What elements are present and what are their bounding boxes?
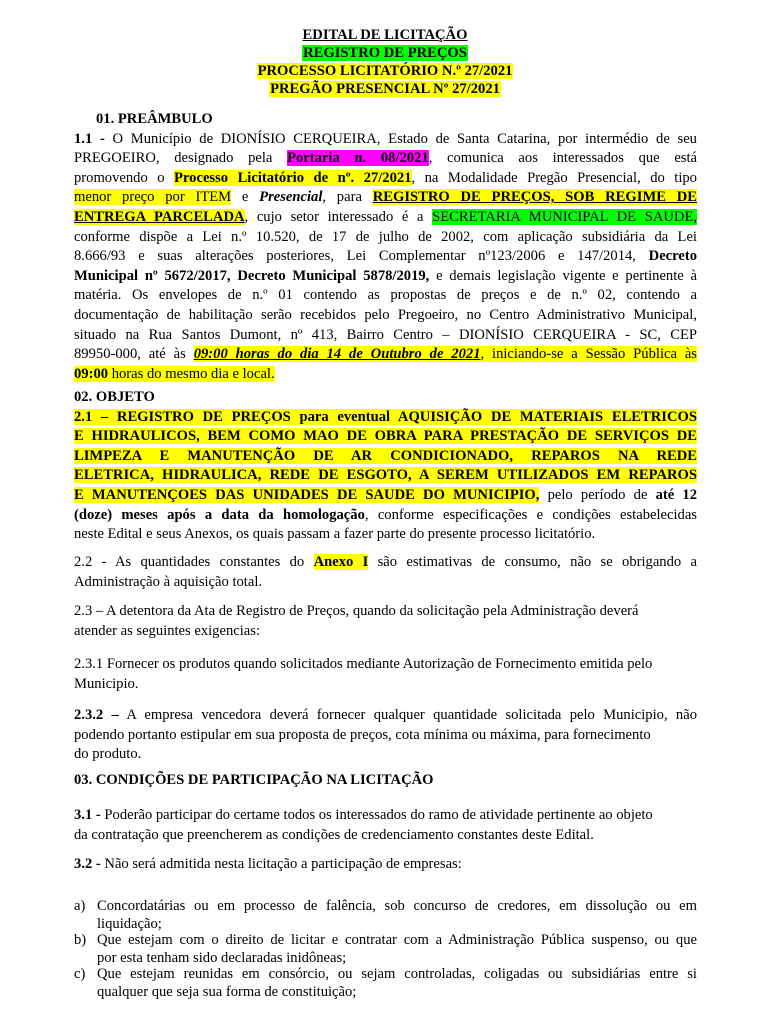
s01-line3: promovendo o Processo Licitatório de nº. 27/2021, na Modalidade Pregão Presencial, do tipo xyxy=(74,169,697,186)
s02-line4: ELETRICA, HIDRAULICA, REDE DE ESGOTO, A SEREM UTILIZADOS EM REPAROS xyxy=(74,467,697,484)
pregao-text: PREGÃO PRESENCIAL Nº 27/2021 xyxy=(270,81,500,97)
section-03-title: 03. CONDIÇÕES DE PARTICIPAÇÃO NA LICITAÇÃO xyxy=(74,772,434,788)
doc-title xyxy=(0,26,770,44)
doc-subtitle-pregao xyxy=(0,80,770,98)
document-page: EDITAL DE LICITAÇÃO REGISTRO DE PREÇOS PROCESSO LICITATÓRIO N.º 27/2021 PREGÃO PRESENCIAL Nº 27/2021 01. PREÂMBULO 1.1 - O Município de DIONÍSIO CERQUEIRA, Estado de Santa Catarina, por intermédio de seu PREGOEIRO, designado pela Portaria n. 08/2021, comunica aos interessados que está promovendo o Processo Licitatório de nº. 27/2021, na Modalidade Pregão Presencial, do tipo menor preço por ITEM e Presencial, para REGISTRO DE PREÇOS, SOB REGIME DE ENTREGA PARCELADA, cujo setor interessado é a SECRETARIA MUNICIPAL DE SAUDE, conforme dispõe a Lei n.º 10.520, de 17 de julho de 2002, com aplicação subsidiária da Lei 8.666/93 e suas alterações posteriores, Lei Complementar nº123/2006 e 147/2014, Decreto Municipal nº 5672/2017, Decreto Municipal 5878/2019, e demais legislação vigente e pertinente à matéria. Os envelopes de n.º 01 contendo as propostas de preços e de n.º 02, contendo a documentação de habilitação serão recebidos pelo Pregoeiro, no Centro Administrativo Municipal, situado na Rua Santos Dumont, nº 413, Bairro Centro – DIONÍSIO CERQUEIRA - SC, CEP 89950-000, até às 09:00 horas do dia 14 de Outubro de 2021, iniciando-se a Sessão Pública às 09:00 horas do mesmo dia e local. 02. OBJETO 2.1 – REGISTRO DE PREÇOS para eventual AQUISIÇÃO DE MATERIAIS ELETRICOS E HIDRAULICOS, BEM COMO MAO DE OBRA PARA PRESTAÇÃO DE SERVIÇOS DE LIMPEZA E MANUTENÇÃO DE AR CONDICIONADO, REPAROS NA REDE ELETRICA, HIDRAULICA, REDE DE ESGOTO, A SEREM UTILIZADOS EM REPAROS E MANUTENÇOES DAS UNIDADES DE SAUDE DO MUNICIPIO, pelo período de até 12 (doze) meses após a data da homologação, conforme especificações e condições estabelecidas neste Edital e seus Anexos, os quais passam a fazer parte do presente processo licitatório. 2.2 - As quantidades constantes do Anexo I são estimativas de consumo, não se obrigando a Administração à aquisição total. 2.3 – A detentora da Ata de Registro de Preços, quando da solicitação pela Administração deverá atender as seguintes exigencias: 2.3.1 Fornecer os produtos quando solicitados mediante Autorização de Fornecimento emitida pelo Municipio. 2.3.2 – A empresa vencedora deverá fornecer qualquer quantidade solicitada pelo Municipio, não podendo portanto estipular em sua proposta de preços, cota mínima ou máxima, para fornecimento do produto. 03. CONDIÇÕES DE PARTICIPAÇÃO NA LICITAÇÃO 3.1 - Poderão participar do certame todos os interessados do ramo de atividade pertinente ao objeto da contratação que preencherem as condições de credenciamento constantes deste Edital. 3.2 - Não será admitida nesta licitação a participação de empresas: a) Concordatárias ou em processo de falência, sob concurso de credores, em dissolução ou em liquidação; b) Que estejam com o direito de licitar e contratar com a Administração Pública suspenso, ou que por esta tenham sido declaradas inidôneas; c) Que estejam reunidas em consórcio, ou sejam controladas, coligadas ou subsidiárias entre si qualquer que seja sua forma de constituição; xyxy=(0,0,770,1024)
processo-highlight: Processo Licitatório de nº. 27/2021 xyxy=(174,169,412,186)
secretaria-highlight: SECRETARIA MUNICIPAL DE SAUDE, xyxy=(432,208,698,225)
date-highlight: 09:00 horas do dia 14 de Outubro de 2021 xyxy=(193,346,481,363)
section-01-title: 01. PREÂMBULO xyxy=(96,111,213,127)
paragraph-2-3-1: 2.3.1 Fornecer os produtos quando solicitados mediante Autorização de Fornecimento emitida pelo Municipio. xyxy=(74,656,653,692)
paragraph-3-2: 3.2 - Não será admitida nesta licitação a participação de empresas: xyxy=(74,856,462,872)
s02-line3: LIMPEZA E MANUTENÇÃO DE AR CONDICIONADO, REPAROS NA REDE xyxy=(74,447,697,464)
paragraph-2-3: 2.3 – A detentora da Ata de Registro de Preços, quando da solicitação pela Administração deverá atender as seguintes exigencias: xyxy=(74,603,639,639)
s01-line9: matéria. Os envelopes de n.º 01 contendo as propostas de preços e de n.º 02, contendo a xyxy=(74,287,697,304)
portaria-highlight: Portaria n. 08/2021 xyxy=(287,150,429,167)
s01-line10: documentação de habilitação serão recebidos pelo Pregoeiro, no Centro Administrativo Municipal, xyxy=(74,306,697,323)
paragraph-2-2: 2.2 - As quantidades constantes do Anexo I são estimativas de consumo, não se obrigando a Administração à aquisição total. xyxy=(74,554,698,590)
s01-line5: ENTREGA PARCELADA, cujo setor interessado é a SECRETARIA MUNICIPAL DE SAUDE, xyxy=(74,208,698,225)
s01-line4: menor preço por ITEM e Presencial, para REGISTRO DE PREÇOS, SOB REGIME DE xyxy=(74,189,697,206)
s01-line13: 09:00 horas do mesmo dia e local. xyxy=(74,365,275,382)
section-02-title: 02. OBJETO xyxy=(74,389,155,405)
doc-subtitle-registro xyxy=(0,44,770,62)
section-03 xyxy=(74,771,697,791)
registro-regime-highlight: REGISTRO DE PREÇOS, SOB REGIME DE xyxy=(372,189,697,206)
s02-line6: (doze) meses após a data da homologação, conforme especificações e condições estabelecidas xyxy=(74,506,697,523)
s01-line7: 8.666/93 e suas alterações posteriores, Lei Complementar nº123/2006 e 147/2014, Decreto xyxy=(74,248,697,265)
s02-line5: E MANUTENÇOES DAS UNIDADES DE SAUDE DO MUNICIPIO, pelo período de até 12 xyxy=(74,486,697,503)
doc-subtitle-processo xyxy=(0,62,770,80)
section-01 xyxy=(74,110,697,384)
s01-line12: 89950-000, até às 09:00 horas do dia 14 de Outubro de 2021, iniciando-se a Sessão Pública às xyxy=(74,346,697,363)
s01-line8: Municipal nº 5672/2017, Decreto Municipal 5878/2019, e demais legislação vigente e pertinente à xyxy=(74,267,697,284)
processo-text: PROCESSO LICITATÓRIO N.º 27/2021 xyxy=(257,63,513,79)
anexo-highlight: Anexo I xyxy=(313,554,369,570)
s02-line1: 2.1 – REGISTRO DE PREÇOS para eventual AQUISIÇÃO DE MATERIAIS ELETRICOS xyxy=(74,408,697,425)
paragraph-2-3-2: 2.3.2 – A empresa vencedora deverá fornecer qualquer quantidade solicitada pelo Municipio, não podendo portanto estipular em sua proposta de preços, cota mínima ou máxima, para fornecimento do produto. xyxy=(74,707,697,763)
registro-precos-text: REGISTRO DE PREÇOS xyxy=(303,45,467,61)
s02-line2: E HIDRAULICOS, BEM COMO MAO DE OBRA PARA PRESTAÇÃO DE SERVIÇOS DE xyxy=(74,428,697,445)
doc-title-text: EDITAL DE LICITAÇÃO xyxy=(302,27,468,43)
s01-line1: 1.1 - O Município de DIONÍSIO CERQUEIRA, Estado de Santa Catarina, por intermédio de seu xyxy=(74,130,697,147)
paragraph-3-1: 3.1 - Poderão participar do certame todos os interessados do ramo de atividade pertinente ao objeto da contratação que preencherem as condições de credenciamento constantes deste Edital. xyxy=(74,807,653,843)
s02-line7: neste Edital e seus Anexos, os quais passam a fazer parte do presente processo licitatório. xyxy=(74,526,596,543)
s01-line2: PREGOEIRO, designado pela Portaria n. 08/2021, comunica aos interessados que está xyxy=(74,150,698,167)
s01-line6: conforme dispõe a Lei n.º 10.520, de 17 de julho de 2002, com aplicação subsidiária da Lei xyxy=(74,228,697,245)
section-02 xyxy=(74,388,697,545)
s01-line11: situado na Rua Santos Dumont, nº 413, Bairro Centro – DIONÍSIO CERQUEIRA - SC, CEP xyxy=(74,326,697,343)
